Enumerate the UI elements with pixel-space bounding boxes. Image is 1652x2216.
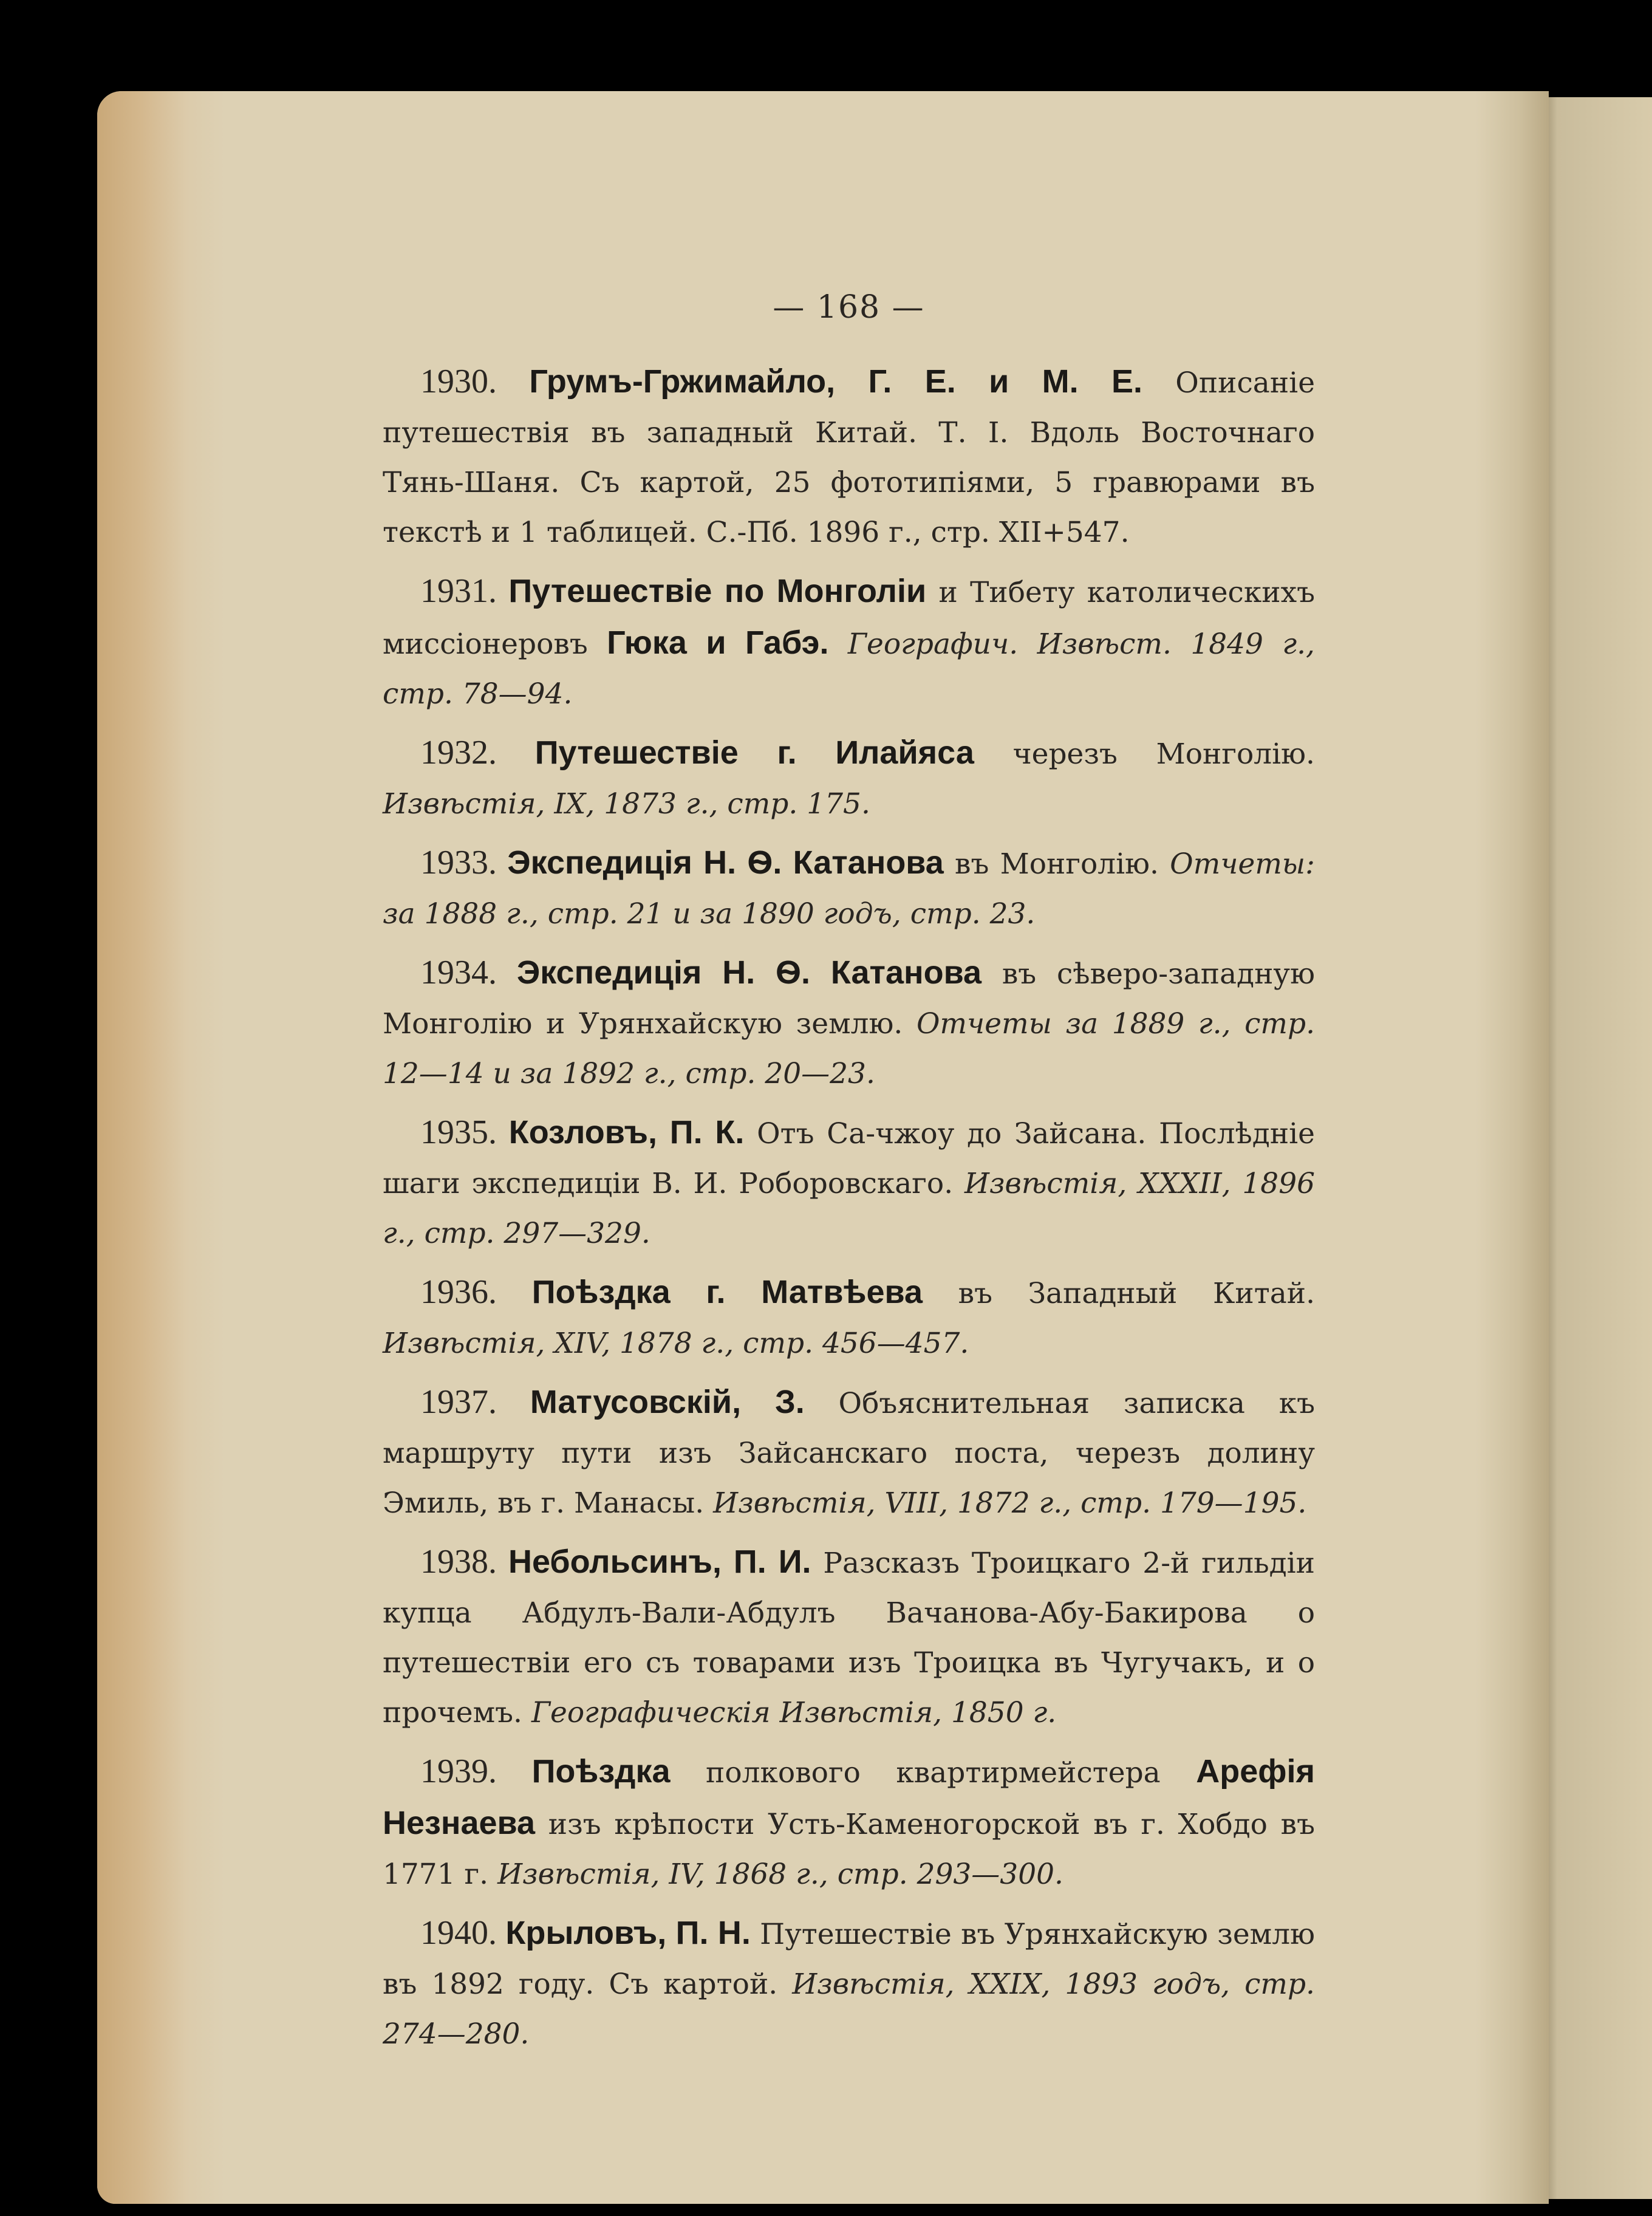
entry-text: Разсказъ Троицкаго 2-й гильдіи купца Абдулъ-Вали-Абдулъ Вачанова-Абу-Бакирова о путешествіи его съ товарами изъ Троицка въ Чугучакъ, и о прочемъ. — [383, 1547, 1315, 1729]
bibliography-entry — [383, 1267, 1315, 1369]
entry-number: 1930. — [420, 363, 530, 400]
entry-text: полкового квартирмейстера — [670, 1756, 1196, 1790]
entry-author-title: Экспедиція Н. Ѳ. Катанова — [507, 844, 944, 881]
entry-number: 1937. — [420, 1383, 530, 1421]
entry-author-title: Путешествіе по Монголіи — [508, 573, 927, 609]
entry-citation: Извѣстія, XIV, 1878 г., стр. 456—457. — [383, 1327, 969, 1360]
facing-page-edge — [1537, 97, 1652, 2199]
entry-number: 1938. — [420, 1543, 508, 1581]
entry-citation: Извѣстія, XXXII, 1896 г., стр. 297—329. — [383, 1167, 1315, 1250]
bibliography-entry — [383, 357, 1315, 558]
entry-number: 1931. — [420, 572, 509, 610]
entry-text: Отъ Са-чжоу до Зайсана. Послѣдніе шаги экспедиціи В. И. Роборовскаго. — [383, 1117, 1315, 1200]
entry-citation: Отчеты за 1889 г., стр. 12—14 и за 1892 г., стр. 20—23. — [383, 1007, 1316, 1090]
entry-author-title: Крыловъ, П. Н. — [505, 1915, 751, 1951]
bibliography-entry — [383, 566, 1315, 719]
bibliography-entry — [383, 1107, 1315, 1259]
entry-text: Путешествіе въ Урянхайскую землю въ 1892 году. Съ картой. — [383, 1918, 1316, 2001]
bibliography-entry — [383, 838, 1315, 939]
entry-text: въ Западный Китай. — [923, 1277, 1316, 1310]
entry-text — [828, 628, 847, 661]
entry-author-title: Экспедиція Н. Ѳ. Катанова — [516, 954, 982, 991]
bibliography-entry — [383, 1746, 1315, 1900]
entry-citation: Извѣстія, VIII, 1872 г., стр. 179—195. — [713, 1486, 1307, 1520]
entry-author-title: Грумъ-Гржимайло, Г. Е. и М. Е. — [529, 363, 1143, 400]
page-number: — 168 — — [773, 289, 925, 326]
entry-author-title: Небольсинъ, П. И. — [508, 1544, 811, 1580]
entry-author-title: Поѣздка г. Матвѣева — [531, 1274, 923, 1310]
entry-author-title: Путешествіе г. Илайяса — [534, 734, 974, 771]
entry-number: 1932. — [420, 734, 535, 771]
entry-author-title: Арефія Незнаева — [383, 1753, 1316, 1841]
bibliography-entry — [383, 1908, 1315, 2059]
bibliography-entry — [383, 1537, 1315, 1738]
entry-text: Описаніе путешествія въ западный Китай. Т. I. Вдоль Восточнаго Тянь-Шаня. Съ картой, 25 фототипіями, 5 гравюрами въ текстѣ и 1 таблицей. С.-Пб. 1896 г., стр. XII+547. — [383, 366, 1316, 549]
entry-author-title: Козловъ, П. К. — [508, 1114, 745, 1151]
entry-number: 1940. — [420, 1914, 506, 1952]
entry-author-title: Поѣздка — [531, 1753, 671, 1790]
entry-text: изъ крѣпости Усть-Каменогорской въ г. Хобдо въ 1771 г. — [383, 1808, 1315, 1891]
entry-number: 1935. — [420, 1113, 509, 1151]
entry-citation: Извѣстія, IV, 1868 г., стр. 293—300. — [497, 1858, 1063, 1891]
entry-citation: Извѣстія, IX, 1873 г., стр. 175. — [383, 787, 870, 821]
entry-number: 1936. — [420, 1273, 532, 1311]
entry-number: 1934. — [420, 954, 517, 991]
bibliography-entries — [383, 357, 1315, 2059]
entry-text: въ Монголію. — [943, 847, 1170, 881]
entry-author-title: Гюка и Габэ. — [607, 624, 829, 661]
entry-text: въ сѣверо-западную Монголію и Урянхайскую землю. — [383, 957, 1315, 1041]
entry-citation: Извѣстія, XXIX, 1893 годъ, стр. 274—280. — [383, 1968, 1316, 2051]
bibliography-entry — [383, 1377, 1315, 1528]
text-block — [383, 282, 1315, 2068]
page-fore-edge — [97, 91, 225, 2204]
entry-author-title: Матусовскій, З. — [530, 1384, 805, 1420]
bibliography-entry — [383, 728, 1315, 829]
entry-text: Объяснительная записка къ маршруту пути изъ Зайсанскаго поста, черезъ долину Эмиль, въ г. Манасы. — [383, 1387, 1315, 1520]
entry-citation: Географич. Извѣст. 1849 г., стр. 78—94. — [383, 628, 1315, 711]
entry-number: 1933. — [420, 844, 508, 881]
entry-citation: Географическія Извѣстія, 1850 г. — [531, 1696, 1057, 1729]
entry-number: 1939. — [420, 1753, 532, 1790]
entry-text: и Тибету католическихъ миссіонеровъ — [383, 576, 1315, 661]
entry-citation: Отчеты: за 1888 г., стр. 21 и за 1890 годъ, стр. 23. — [383, 847, 1316, 931]
bibliography-entry — [383, 948, 1315, 1099]
entry-text: черезъ Монголію. — [974, 737, 1315, 771]
page-gutter — [1476, 91, 1549, 2204]
